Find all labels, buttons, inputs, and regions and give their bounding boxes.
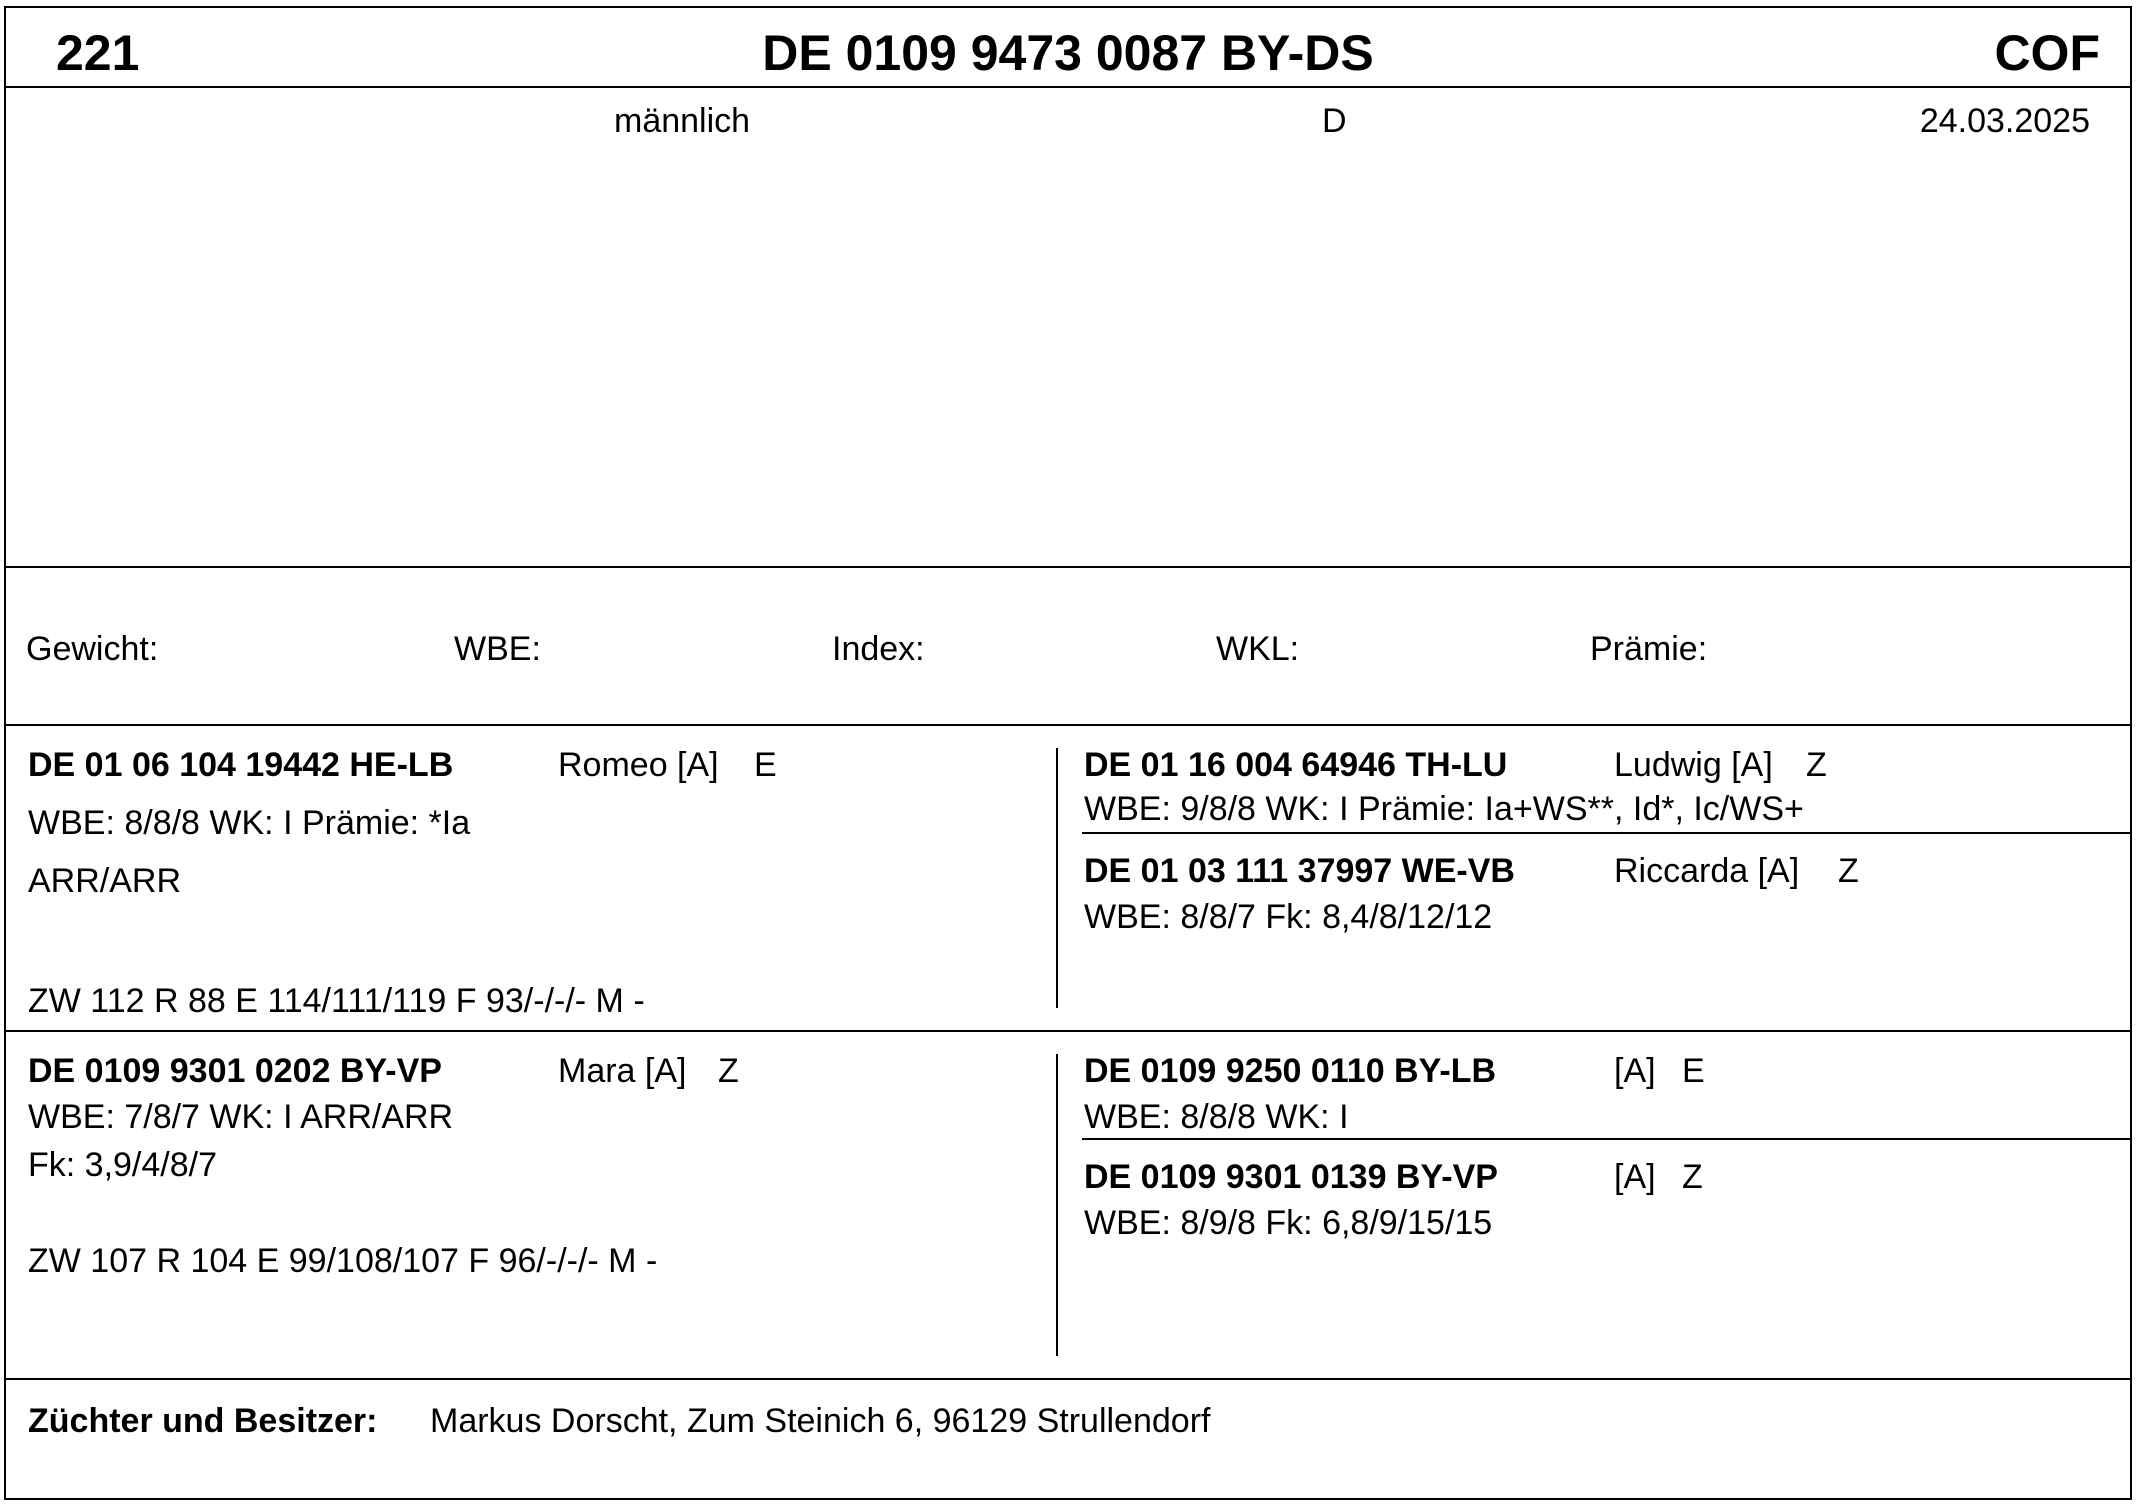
dam-sire-code: E: [1682, 1052, 1705, 1090]
dam-code: Z: [718, 1052, 739, 1090]
sire-name: Romeo [A]: [558, 746, 719, 784]
sire-sire-code: Z: [1806, 746, 1827, 784]
breeder-value: Markus Dorscht, Zum Steinich 6, 96129 Strullendorf: [430, 1402, 1211, 1440]
sire-sire-id: DE 01 16 004 64946 TH-LU: [1084, 746, 1508, 784]
sire-code: E: [754, 746, 777, 784]
dam-dam-name: [A]: [1614, 1158, 1656, 1196]
sire-grandparents-divider: [1082, 832, 2130, 834]
breeder-label: Züchter und Besitzer:: [28, 1402, 378, 1440]
header-divider: [6, 86, 2130, 88]
sire-dam-code: Z: [1838, 852, 1859, 890]
dam-sire-name: [A]: [1614, 1052, 1656, 1090]
dam-dam-performance: WBE: 8/9/8 Fk: 6,8/9/15/15: [1084, 1204, 1493, 1242]
date-value: 24.03.2025: [1919, 102, 2090, 140]
sire-sire-name: Ludwig [A]: [1614, 746, 1773, 784]
index-label: Index:: [832, 630, 925, 668]
country-value: D: [1322, 102, 1347, 140]
sire-breeding-values: ZW 112 R 88 E 114/111/119 F 93/-/-/- M -: [28, 982, 645, 1020]
dam-grandparents-divider: [1082, 1138, 2130, 1140]
sire-dam-performance: WBE: 8/8/7 Fk: 8,4/8/12/12: [1084, 898, 1493, 936]
sire-dam-id: DE 01 03 111 37997 WE-VB: [1084, 852, 1515, 890]
info-divider: [6, 566, 2130, 568]
wkl-label: WKL:: [1216, 630, 1300, 668]
praemie-label: Prämie:: [1590, 630, 1708, 668]
sire-dam-name: Riccarda [A]: [1614, 852, 1800, 890]
dam-id: DE 0109 9301 0202 BY-VP: [28, 1052, 442, 1090]
measurements-divider: [6, 724, 2130, 726]
dam-fk-values: Fk: 3,9/4/8/7: [28, 1146, 217, 1184]
breed-code: COF: [1994, 25, 2100, 81]
sire-id: DE 01 06 104 19442 HE-LB: [28, 746, 454, 784]
ear-tag-title: DE 0109 9473 0087 BY-DS: [762, 25, 1374, 81]
sire-genotype: ARR/ARR: [28, 862, 182, 900]
dam-sire-performance: WBE: 8/8/8 WK: I: [1084, 1098, 1349, 1136]
sire-column-divider: [1056, 748, 1058, 1008]
sire-performance: WBE: 8/8/8 WK: I Prämie: *Ia: [28, 804, 471, 842]
wbe-label: WBE:: [454, 630, 541, 668]
dam-breeding-values: ZW 107 R 104 E 99/108/107 F 96/-/-/- M -: [28, 1242, 658, 1280]
dam-dam-code: Z: [1682, 1158, 1703, 1196]
catalog-card: [4, 6, 2132, 1500]
dam-name: Mara [A]: [558, 1052, 687, 1090]
weight-label: Gewicht:: [26, 630, 159, 668]
sire-sire-performance: WBE: 9/8/8 WK: I Prämie: Ia+WS**, Id*, Ic/WS+: [1084, 790, 1804, 828]
sex-value: männlich: [614, 102, 751, 140]
catalog-number: 221: [56, 25, 140, 81]
dam-column-divider: [1056, 1054, 1058, 1356]
dam-performance: WBE: 7/8/7 WK: I ARR/ARR: [28, 1098, 454, 1136]
dam-dam-id: DE 0109 9301 0139 BY-VP: [1084, 1158, 1498, 1196]
dam-sire-id: DE 0109 9250 0110 BY-LB: [1084, 1052, 1497, 1090]
pedigree-divider: [6, 1378, 2130, 1380]
sire-dam-section-divider: [6, 1030, 2130, 1032]
